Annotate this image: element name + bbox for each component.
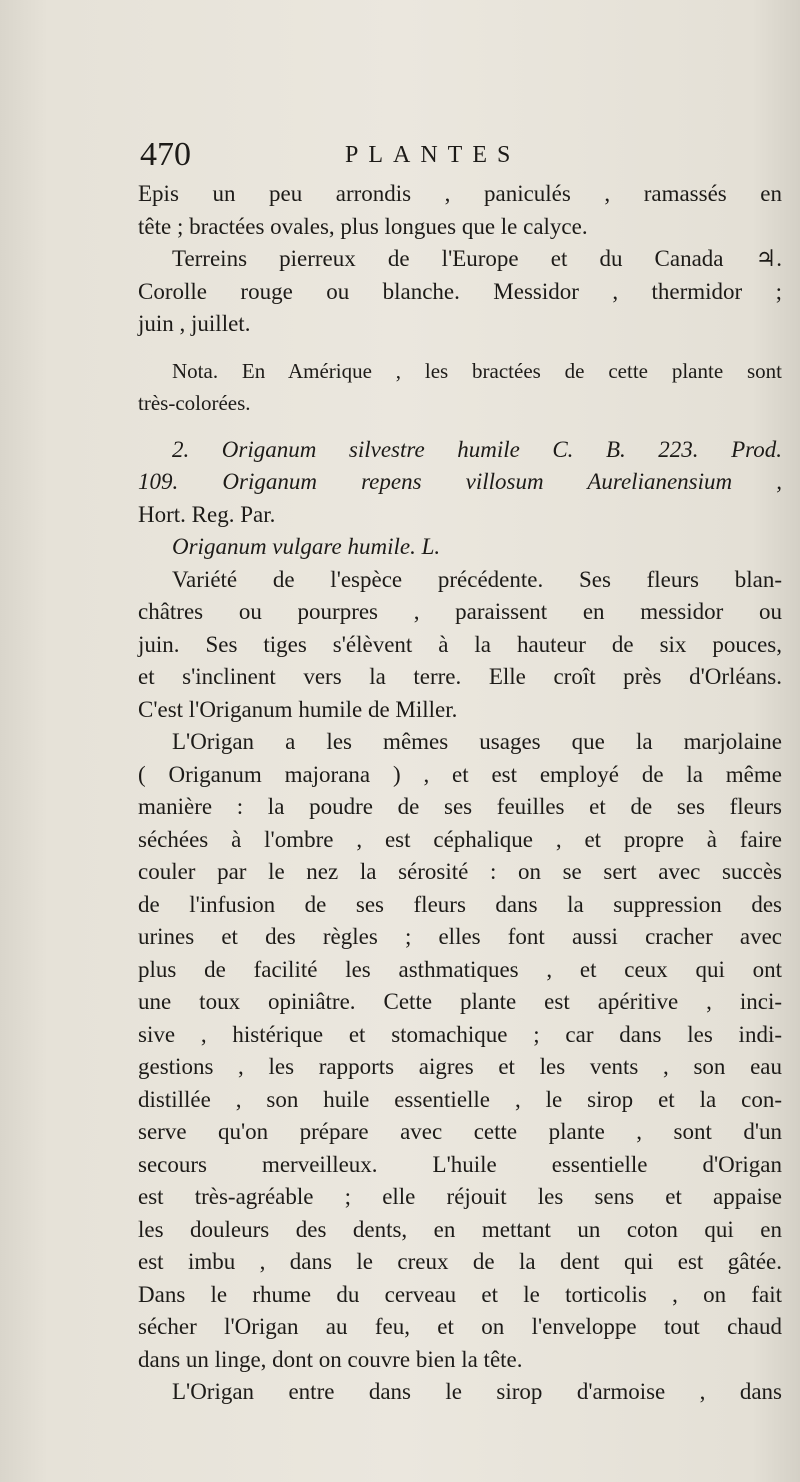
- nota-line: très-colorées.: [138, 391, 251, 415]
- synonym-line: Hort. Reg. Par.: [138, 501, 276, 527]
- text-line: Terreins pierreux de l'Europe et du Canada ♃.: [172, 246, 782, 271]
- text-line: et s'inclinent vers la terre. Elle croît près d'Orléans.: [138, 664, 782, 689]
- page-number: 470: [140, 136, 191, 173]
- synonym-line: Origanum vulgare humile. L.: [172, 534, 441, 559]
- text-line: les douleurs des dents, en mettant un coton qui en: [138, 1216, 782, 1242]
- text-line: Variété de l'espèce précédente. Ses fleurs blan-: [172, 566, 782, 592]
- text-line: distillée , son huile essentielle , le sirop et la con-: [138, 1086, 782, 1112]
- text-line: Corolle rouge ou blanche. Messidor , thermidor ;: [138, 278, 782, 304]
- text-line: L'Origan entre dans le sirop d'armoise , dans: [172, 1379, 782, 1404]
- text-line: dans un linge, dont on couvre bien la tête.: [138, 1346, 523, 1372]
- text-line: secours merveilleux. L'huile essentielle d'Origan: [138, 1151, 782, 1177]
- synonym-line: 2. Origanum silvestre humile C. B. 223. Prod.: [172, 436, 782, 462]
- running-head: PLANTES: [345, 142, 521, 168]
- text-line: une toux opiniâtre. Cette plante est apéritive , inci-: [138, 989, 782, 1014]
- text-line: sive , histérique et stomachique ; car dans les indi-: [138, 1021, 782, 1047]
- text-line: juin. Ses tiges s'élèvent à la hauteur de six pouces,: [138, 631, 782, 657]
- text-line: est imbu , dans le creux de la dent qui est gâtée.: [138, 1249, 782, 1274]
- nota-line: Nota. En Amérique , les bractées de cette plante sont: [172, 358, 782, 383]
- text-line: châtres ou pourpres , paraissent en messidor ou: [138, 599, 782, 624]
- text-line: gestions , les rapports aigres et les vents , son eau: [138, 1054, 782, 1079]
- text-line: plus de facilité les asthmatiques , et ceux qui ont: [138, 956, 782, 982]
- text-line: ( Origanum majorana ) , et est employé de la même: [138, 761, 782, 787]
- text-line: manière : la poudre de ses feuilles et de ses fleurs: [138, 794, 782, 819]
- text-line: de l'infusion de ses fleurs dans la suppression des: [138, 891, 782, 917]
- text-line: C'est l'Origanum humile de Miller.: [138, 696, 458, 722]
- synonym-line: 109. Origanum repens villosum Aurelianensium ,: [138, 469, 782, 494]
- text-line: sécher l'Origan au feu, et on l'enveloppe tout chaud: [138, 1314, 782, 1339]
- text-line: juin , juillet.: [138, 311, 251, 336]
- text-line: serve qu'on prépare avec cette plante , sont d'un: [138, 1119, 782, 1144]
- text-line: Dans le rhume du cerveau et le torticolis , on fait: [138, 1281, 782, 1307]
- text-line: est très-agréable ; elle réjouit les sens et appaise: [138, 1184, 782, 1209]
- text-line: urines et des règles ; elles font aussi cracher avec: [138, 924, 782, 949]
- body-text: [138, 178, 782, 1409]
- text-line: Epis un peu arrondis , paniculés , ramassés en: [138, 181, 782, 206]
- page-header: [140, 136, 780, 176]
- text-line: L'Origan a les mêmes usages que la marjolaine: [172, 729, 782, 754]
- text-line: tête ; bractées ovales, plus longues que le calyce.: [138, 213, 588, 239]
- text-line: séchées à l'ombre , est céphalique , et propre à faire: [138, 826, 782, 852]
- text-line: couler par le nez la sérosité : on se sert avec succès: [138, 859, 782, 884]
